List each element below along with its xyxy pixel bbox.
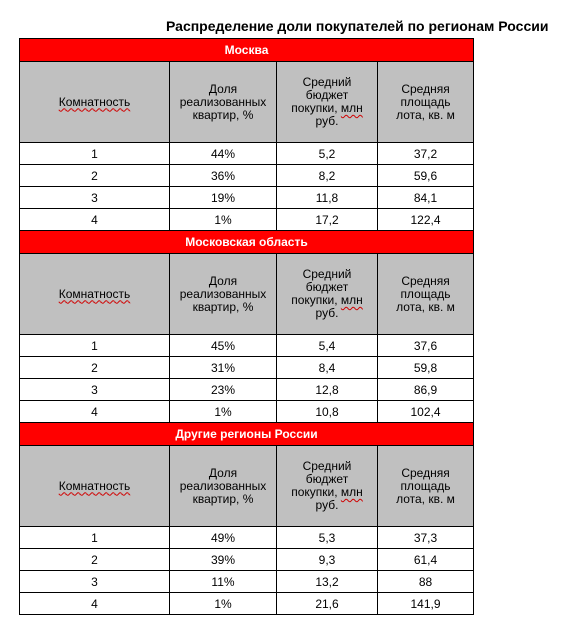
header-budget-unit: млн [340,101,363,115]
header-rooms [20,62,170,143]
cell-budget: 5,2 [277,143,378,165]
header-budget-line: покупки, [291,101,338,115]
header-budget-line: покупки, [291,293,338,307]
header-share-line: квартир, % [192,491,254,506]
header-share-line: Доля [208,81,238,96]
header-rooms [20,254,170,335]
header-area [378,446,474,527]
header-area-line: площадь [400,478,451,493]
cell-budget: 9,3 [277,549,378,571]
header-share [170,254,277,335]
header-budget [277,446,378,527]
header-rooms-label: Комнатность [58,286,131,301]
cell-share: 23% [170,379,277,401]
header-share-line: реализованных [179,286,267,301]
cell-rooms: 1 [20,143,170,165]
cell-area: 37,3 [378,527,474,549]
table-row [20,549,474,571]
table-body [20,39,474,615]
cell-rooms: 1 [20,335,170,357]
header-budget-line: руб. [315,114,339,128]
header-share [170,446,277,527]
cell-rooms: 2 [20,549,170,571]
header-budget-line: покупки, [291,485,338,499]
cell-share: 44% [170,143,277,165]
header-budget [277,254,378,335]
header-share-line: Доля [208,273,238,288]
region-header-row [20,39,474,62]
cell-budget: 10,8 [277,401,378,423]
table-row [20,187,474,209]
cell-budget: 8,4 [277,357,378,379]
cell-share: 45% [170,335,277,357]
cell-area: 37,6 [378,335,474,357]
cell-budget: 17,2 [277,209,378,231]
cell-area: 86,9 [378,379,474,401]
cell-share: 11% [170,571,277,593]
column-header-row [20,254,474,335]
region-distribution-table [19,38,474,615]
cell-area: 122,4 [378,209,474,231]
cell-rooms: 1 [20,527,170,549]
cell-area: 37,2 [378,143,474,165]
header-area [378,62,474,143]
header-budget-line: бюджет [305,88,349,102]
cell-rooms: 4 [20,593,170,615]
header-area-line: лота, кв. м [396,299,455,314]
document-title: Распределение доли покупателей по регионам России [166,18,549,34]
cell-rooms: 3 [20,187,170,209]
table-row [20,209,474,231]
header-budget-line: руб. [315,498,339,512]
column-header-row [20,62,474,143]
header-area-line: площадь [400,94,451,109]
header-budget-line: Средний [302,267,352,281]
header-share [170,62,277,143]
cell-rooms: 2 [20,357,170,379]
cell-budget: 8,2 [277,165,378,187]
header-budget-line: Средний [302,75,352,89]
cell-budget: 5,4 [277,335,378,357]
cell-share: 1% [170,593,277,615]
table-row [20,401,474,423]
cell-share: 1% [170,401,277,423]
table-row [20,357,474,379]
cell-area: 88 [378,571,474,593]
header-budget [277,62,378,143]
header-budget-line: бюджет [305,472,349,486]
cell-budget: 21,6 [277,593,378,615]
cell-share: 39% [170,549,277,571]
header-rooms-label: Комнатность [58,478,131,493]
header-area-line: площадь [400,286,451,301]
table-row [20,165,474,187]
cell-share: 36% [170,165,277,187]
header-share-line: квартир, % [192,107,254,122]
header-share-line: реализованных [179,478,267,493]
header-budget-unit: млн [340,485,363,499]
column-header-row [20,446,474,527]
header-area-line: лота, кв. м [396,107,455,122]
region-name: Другие регионы России [20,423,474,446]
cell-rooms: 3 [20,571,170,593]
cell-area: 84,1 [378,187,474,209]
cell-rooms: 2 [20,165,170,187]
header-area-line: Средняя [401,273,450,288]
cell-share: 1% [170,209,277,231]
cell-budget: 13,2 [277,571,378,593]
cell-area: 102,4 [378,401,474,423]
table-row [20,527,474,549]
table-row [20,143,474,165]
cell-area: 61,4 [378,549,474,571]
header-share-line: квартир, % [192,299,254,314]
cell-share: 19% [170,187,277,209]
table-row [20,571,474,593]
header-share-line: Доля [208,465,238,480]
cell-budget: 11,8 [277,187,378,209]
cell-area: 141,9 [378,593,474,615]
header-area [378,254,474,335]
header-area-line: Средняя [401,81,450,96]
cell-share: 49% [170,527,277,549]
header-budget-line: Средний [302,459,352,473]
header-rooms [20,446,170,527]
cell-area: 59,6 [378,165,474,187]
region-name: Московская область [20,231,474,254]
header-budget-line: руб. [315,306,339,320]
cell-share: 31% [170,357,277,379]
region-header-row [20,231,474,254]
region-header-row [20,423,474,446]
table-row [20,335,474,357]
header-rooms-label: Комнатность [58,94,131,109]
cell-budget: 5,3 [277,527,378,549]
cell-area: 59,8 [378,357,474,379]
header-area-line: лота, кв. м [396,491,455,506]
header-share-line: реализованных [179,94,267,109]
header-area-line: Средняя [401,465,450,480]
cell-rooms: 4 [20,209,170,231]
header-budget-unit: млн [340,293,363,307]
cell-rooms: 3 [20,379,170,401]
region-name: Москва [20,39,474,62]
header-budget-line: бюджет [305,280,349,294]
cell-budget: 12,8 [277,379,378,401]
cell-rooms: 4 [20,401,170,423]
table-row [20,379,474,401]
table-row [20,593,474,615]
